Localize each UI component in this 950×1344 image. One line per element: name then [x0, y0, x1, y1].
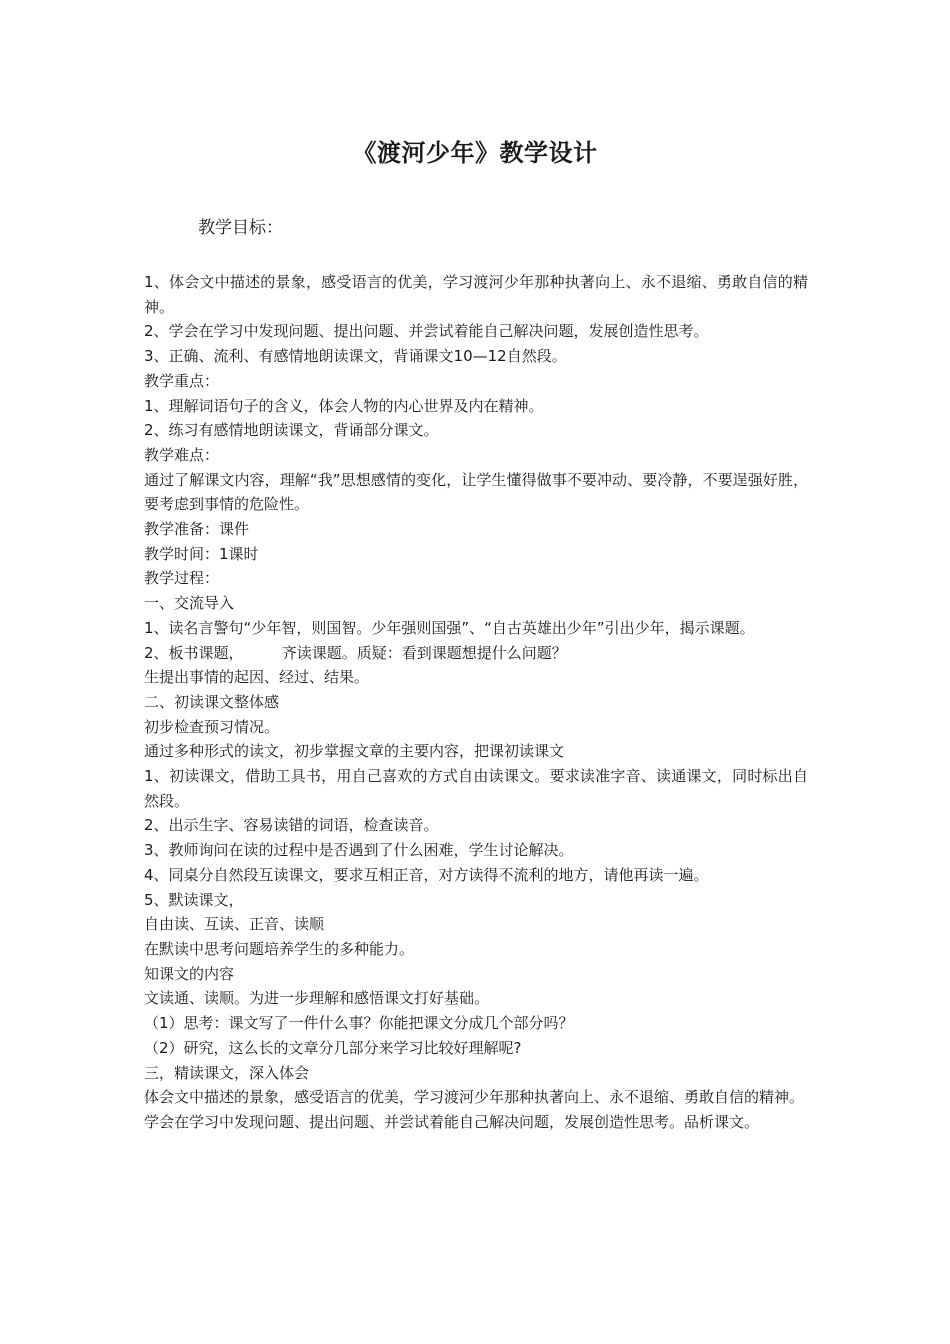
- section-label: 二、初读课文整体感: [144, 692, 280, 711]
- paragraph: 知课文的内容: [144, 964, 235, 983]
- paragraph: 2、出示生字、容易读错的词语，检查读音。: [144, 816, 439, 835]
- paragraph: 体会文中描述的景象，感受语言的优美，学习渡河少年那种执著向上、永不退缩、勇敢自信的精神。: [144, 1088, 805, 1107]
- paragraph: 文读通、读顺。为进一步理解和感悟课文打好基础。: [144, 989, 490, 1008]
- section-label: 教学难点：: [144, 445, 220, 464]
- document-body: [144, 270, 808, 1135]
- paragraph: 通过多种形式的读文，初步掌握文章的主要内容，把课初读课文: [144, 742, 565, 761]
- paragraph: 初步检查预习情况。: [144, 717, 280, 736]
- document-title: 《渡河少年》教学设计: [352, 139, 598, 167]
- paragraph: 3、正确、流利、有感情地朗读课文，背诵课文10—12自然段。: [144, 347, 567, 366]
- paragraph: 学会在学习中发现问题、提出问题、并尝试着能自己解决问题，发展创造性思考。品析课文。: [144, 1112, 760, 1131]
- paragraph: 自由读、互读、正音、读顺: [144, 915, 325, 934]
- paragraph: 1、初读课文，借助工具书，用自己喜欢的方式自由读课文。要求读准字音、读通课文，同时标出自然段。: [144, 767, 808, 810]
- paragraph: 在默读中思考问题培养学生的多种能力。: [144, 939, 415, 958]
- paragraph: （1）思考：课文写了一件什么事？你能把课文分成几个部分吗？: [144, 1014, 574, 1033]
- section-label: 教学过程：: [144, 569, 220, 588]
- paragraph: 通过了解课文内容，理解“我”思想感情的变化，让学生懂得做事不要冲动、要冷静，不要逞强好胜，要考虑到事情的危险性。: [144, 470, 808, 514]
- paragraph: （2）研究，这么长的文章分几部分来学习比较好理解呢?: [144, 1038, 522, 1057]
- paragraph: 3、教师询问在读的过程中是否遇到了什么困难，学生讨论解决。: [144, 841, 574, 860]
- paragraph: 生提出事情的起因、经过、结果。: [144, 668, 370, 687]
- paragraph: 教学时间：1课时: [144, 544, 259, 563]
- paragraph: 5、默读课文，: [144, 890, 244, 909]
- paragraph: 1、读名言警句“少年智，则国智。少年强则国强”、“自古英雄出少年”引出少年，揭示课题。: [144, 618, 755, 637]
- section-label: 三，精读课文，深入体会: [144, 1063, 310, 1082]
- paragraph: 1、体会文中描述的景象，感受语言的优美，学习渡河少年那种执著向上、永不退缩、勇敢自信的精神。: [144, 273, 808, 316]
- paragraph: 1、理解词语句子的含义，体会人物的内心世界及内在精神。: [144, 396, 544, 415]
- paragraph: 教学准备：课件: [144, 520, 250, 539]
- objectives-heading: 教学目标：: [198, 218, 283, 238]
- paragraph: 4、同桌分自然段互读课文，要求互相正音，对方读得不流利的地方，请他再读一遍。: [144, 865, 709, 884]
- paragraph: 2、板书课题， 齐读课题。质疑：看到课题想提什么问题？: [144, 643, 567, 662]
- section-label: 教学重点：: [144, 371, 220, 390]
- section-label: 一、交流导入: [144, 594, 235, 613]
- paragraph: 2、练习有感情地朗读课文，背诵部分课文。: [144, 421, 439, 440]
- paragraph: 2、学会在学习中发现问题、提出问题、并尝试着能自己解决问题，发展创造性思考。: [144, 322, 709, 341]
